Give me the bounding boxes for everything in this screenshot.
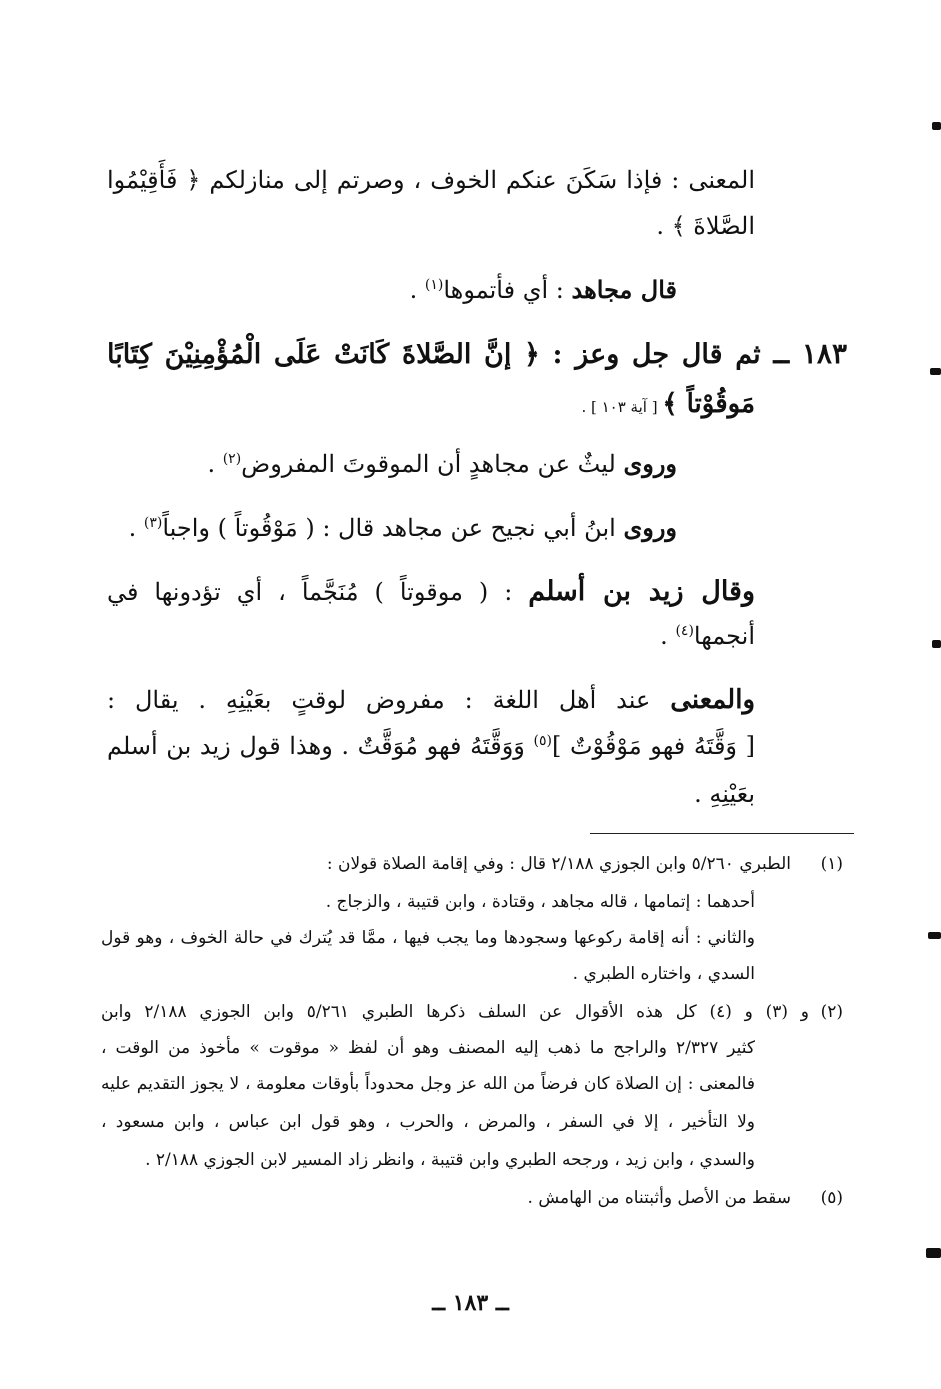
footnote-1-line-2: أحدهما : إتمامها ، قاله مجاهد ، وقتادة ، وابن قتيبة ، والزجاج . — [325, 892, 755, 912]
body-line-1: المعنى : فإذا سَكَنَ عنكم الخوف ، وصرتم إلى منازلكم ﴿ فَأَقِيْمُوا — [107, 166, 755, 194]
verse-line-2: مَوقُوْتاً ﴾ [ آية ١٠٣ ] . — [581, 389, 755, 419]
footnote-ref: (٣) — [143, 515, 163, 531]
scan-edge-mark — [926, 1248, 941, 1258]
quran-verse: ﴿ إنَّ الصَّلاةَ كَانَتْ عَلَى الْمُؤْمِنِيْنَ كِتَابًا — [107, 339, 540, 370]
footnote-2-line-5: والسدي ، وابن زيد ، ورجحه الطبري وابن قتيبة ، وانظر زاد المسير لابن الجوزي ٢/١٨٨ . — [145, 1150, 755, 1170]
page-number: ــ ١٨٣ ــ — [432, 1290, 509, 1316]
footnote-ref: (٢) — [222, 451, 242, 467]
scan-edge-mark — [932, 640, 941, 648]
footnote-1-line-3: والثاني : أنه إقامة ركوعها وسجودها وما يجب فيها ، ممَّا قد يُترك في حالة الخوف ، وهو قول — [101, 928, 755, 948]
scan-edge-mark — [928, 932, 941, 939]
layth-line: وروى ليثٌ عن مجاهدٍ أن الموقوتَ المفروض$^{(٢)}$ . — [207, 449, 677, 478]
zayd-line-1: وقال زيد بن أسلم : ( موقوتاً ) مُنَجَّماً ، أي تؤدونها في — [107, 576, 755, 607]
footnote-2-line-3: فالمعنى : إن الصلاة كان فرضاً من الله عز وجل محدوداً بأوقات معلومة ، لا يجوز التقديم عليه — [101, 1074, 755, 1094]
footnote-2-line-2: كثير ٢/٣٢٧ والراجح ما ذهب إليه المصنف وهو أن لفظ « موقوت » مأخوذ من الوقت ، — [101, 1038, 755, 1058]
footnote-2-number: (٢) — [820, 1002, 843, 1022]
speaker-label: قال مجاهد — [571, 275, 677, 304]
scan-edge-mark — [932, 122, 941, 130]
footnote-1-line-4: السدي ، واختاره الطبري . — [572, 964, 755, 984]
entry-number: ١٨٣ — [801, 337, 847, 370]
body-line-2: الصَّلاةَ ﴾ . — [656, 212, 755, 240]
ayah-reference: [ آية ١٠٣ ] . — [581, 398, 663, 416]
footnote-2-line-4: ولا التأخير ، إلا في السفر ، والمرض ، والحرب ، وهو قول ابن عباس ، وابن مسعود ، — [101, 1112, 755, 1132]
lugha-line-2: [ وَقَّتَهُ فهو مَوْقُوْتٌ ]$^{(٥)}$ وَوَقَّتَهُ فهو مُوَقَّتٌ . وهذا قول زيد بن أسلم — [107, 732, 755, 760]
footnote-5-line-1: سقط من الأصل وأثبتناه من الهامش . — [527, 1188, 791, 1208]
footnote-2-line-1: و (٣) و (٤) كل هذه الأقوال عن السلف ذكرها الطبري ٥/٢٦١ وابن الجوزي ٢/١٨٨ وابن — [101, 1002, 809, 1022]
footnote-ref: (٥) — [533, 733, 552, 749]
footnote-1-line-1: الطبري ٥/٢٦٠ وابن الجوزي ٢/١٨٨ قال : وفي إقامة الصلاة قولان : — [326, 854, 791, 874]
footnote-5-number: (٥) — [820, 1188, 843, 1208]
footnote-ref: (٤) — [675, 623, 694, 639]
footnote-ref: (١) — [424, 277, 444, 293]
lugha-line-1: والمعنى عند أهل اللغة : مفروض لوقتٍ بعَيْنِهِ . يقال : — [107, 685, 755, 715]
lugha-line-3: بعَيْنِهِ . — [694, 780, 755, 808]
scan-edge-mark — [930, 368, 941, 375]
najih-line: وروى ابنُ أبي نجيح عن مجاهد قال : ( مَوْقُوتاً ) واجباً$^{(٣)}$ . — [128, 513, 677, 542]
mujahid-line: قال مجاهد : أي فأتموها$^{(١)}$ . — [409, 275, 677, 304]
zayd-line-2: أنجمها$^{(٤)}$ . — [660, 622, 755, 650]
footnote-divider — [590, 833, 854, 834]
verse-line-1: ١٨٣ ــ ثم قال جل وعز : ﴿ إنَّ الصَّلاةَ كَانَتْ عَلَى الْمُؤْمِنِيْنَ كِتَابًا — [107, 337, 847, 370]
footnote-1-number: (١) — [820, 854, 843, 874]
